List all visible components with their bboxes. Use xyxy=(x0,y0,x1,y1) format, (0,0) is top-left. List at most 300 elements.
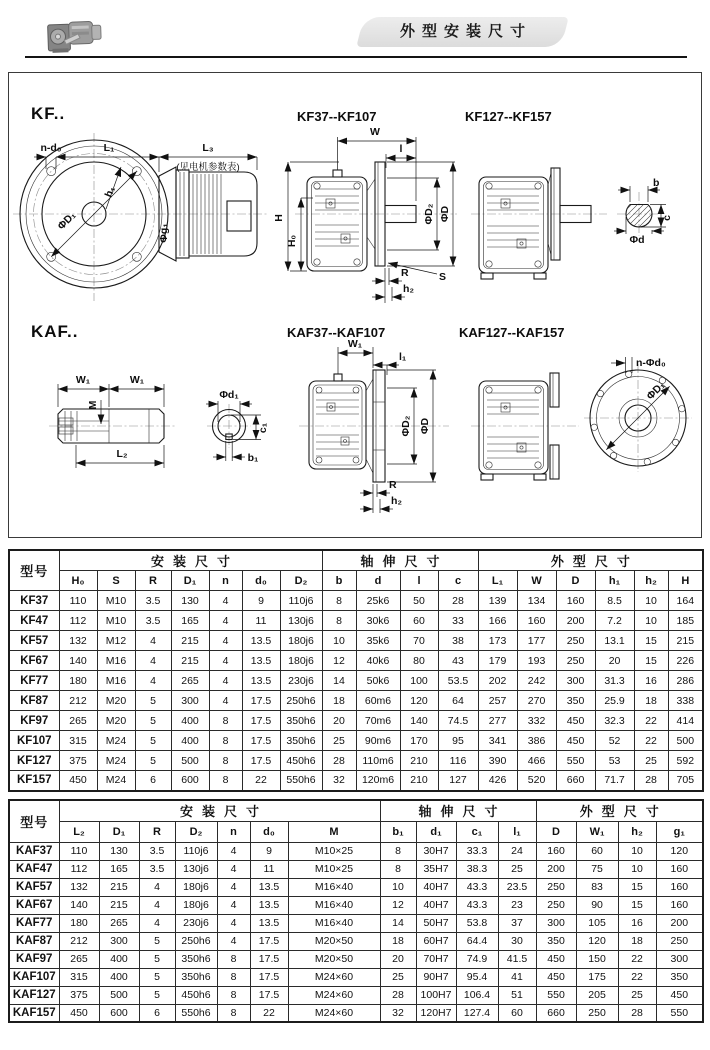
column-header: d₀ xyxy=(250,821,288,842)
column-header: R xyxy=(135,571,171,591)
kaf-table-header xyxy=(9,800,703,842)
value-cell: 25.9 xyxy=(595,691,634,711)
value-cell: 17.5 xyxy=(242,711,280,731)
value-cell: M24×60 xyxy=(288,986,380,1004)
value-cell: 25 xyxy=(380,968,416,986)
value-cell: 450 xyxy=(536,950,576,968)
value-cell: 450h6 xyxy=(175,986,217,1004)
value-cell: 5 xyxy=(139,932,175,950)
value-cell: 20 xyxy=(595,651,634,671)
column-header: L₂ xyxy=(59,821,99,842)
value-cell: 300 xyxy=(171,691,209,711)
value-cell: 106.4 xyxy=(456,986,498,1004)
value-cell: 18 xyxy=(322,691,356,711)
value-cell: 426 xyxy=(478,771,517,791)
value-cell: 200 xyxy=(656,914,703,932)
value-cell: 17.5 xyxy=(242,751,280,771)
value-cell: 226 xyxy=(668,651,703,671)
kf-dim-h1: h₁ xyxy=(102,184,118,200)
value-cell: M16×40 xyxy=(288,896,380,914)
gearmotor-photo xyxy=(44,14,108,58)
column-header: n xyxy=(217,821,250,842)
value-cell: 215 xyxy=(99,878,139,896)
value-cell: 277 xyxy=(478,711,517,731)
kf-dim-phid: Φd xyxy=(629,234,645,246)
value-cell: 5 xyxy=(139,950,175,968)
value-cell: 180j6 xyxy=(280,631,322,651)
value-cell: 10 xyxy=(634,591,668,611)
value-cell: M16 xyxy=(97,651,135,671)
model-cell: KF47 xyxy=(9,611,59,631)
kf-dim-W: W xyxy=(370,126,380,138)
value-cell: 105 xyxy=(576,914,618,932)
value-cell: 200 xyxy=(556,611,595,631)
kf-dim-b: b xyxy=(653,177,660,189)
gearmotor-photo-art xyxy=(44,14,108,58)
model-cell: KF127 xyxy=(9,751,59,771)
kf-dim-phiD1: ΦD₁ xyxy=(55,209,79,233)
value-cell: 24 xyxy=(498,842,536,860)
value-cell: 38 xyxy=(438,631,478,651)
model-cell: KAF157 xyxy=(9,1004,59,1022)
value-cell: 43.3 xyxy=(456,896,498,914)
table-row xyxy=(9,591,703,611)
value-cell: 140 xyxy=(59,896,99,914)
value-cell: 250 xyxy=(536,896,576,914)
column-header: h₂ xyxy=(618,821,656,842)
value-cell: 120 xyxy=(400,691,438,711)
value-cell: 600 xyxy=(99,1004,139,1022)
kaf-dim-phiD2: ΦD₂ xyxy=(400,415,412,437)
model-cell: KAF47 xyxy=(9,860,59,878)
value-cell: 180j6 xyxy=(175,878,217,896)
model-cell: KAF67 xyxy=(9,896,59,914)
value-cell: 6 xyxy=(139,1004,175,1022)
value-cell: 130j6 xyxy=(175,860,217,878)
value-cell: 8 xyxy=(380,842,416,860)
value-cell: 179 xyxy=(478,651,517,671)
column-header: R xyxy=(139,821,175,842)
value-cell: 350 xyxy=(656,968,703,986)
model-cell: KAF77 xyxy=(9,914,59,932)
kf-small-range-label: KF37--KF107 xyxy=(297,109,377,124)
value-cell: 18 xyxy=(380,932,416,950)
value-cell: 166 xyxy=(478,611,517,631)
value-cell: 32.3 xyxy=(595,711,634,731)
value-cell: 25 xyxy=(322,731,356,751)
column-header: D₂ xyxy=(175,821,217,842)
value-cell: 286 xyxy=(668,671,703,691)
value-cell: 4 xyxy=(217,932,250,950)
value-cell: 4 xyxy=(209,671,242,691)
value-cell: M12 xyxy=(97,631,135,651)
value-cell: 8 xyxy=(209,771,242,791)
value-cell: 350h6 xyxy=(175,950,217,968)
column-header: W₁ xyxy=(576,821,618,842)
value-cell: 25k6 xyxy=(356,591,400,611)
value-cell: 43.3 xyxy=(456,878,498,896)
value-cell: 13.5 xyxy=(242,671,280,691)
column-header: d₁ xyxy=(416,821,456,842)
value-cell: 41 xyxy=(498,968,536,986)
value-cell: 300 xyxy=(656,950,703,968)
table-row xyxy=(9,771,703,791)
value-cell: 160 xyxy=(556,591,595,611)
value-cell: 500 xyxy=(99,986,139,1004)
value-cell: 9 xyxy=(250,842,288,860)
table-row xyxy=(9,896,703,914)
kaf-dim-phid1: Φd₁ xyxy=(219,389,239,401)
value-cell: 180 xyxy=(59,671,97,691)
model-cell: KF87 xyxy=(9,691,59,711)
value-cell: 300 xyxy=(536,914,576,932)
kf-large-side-view xyxy=(471,168,607,279)
value-cell: 212 xyxy=(59,932,99,950)
value-cell: 25 xyxy=(618,986,656,1004)
value-cell: 10 xyxy=(618,860,656,878)
value-cell: 50 xyxy=(400,591,438,611)
value-cell: 35k6 xyxy=(356,631,400,651)
table-row xyxy=(9,611,703,631)
value-cell: 265 xyxy=(171,671,209,691)
value-cell: 13.5 xyxy=(242,631,280,651)
value-cell: 30 xyxy=(498,932,536,950)
value-cell: 705 xyxy=(668,771,703,791)
value-cell: 450 xyxy=(556,731,595,751)
value-cell: 180j6 xyxy=(175,896,217,914)
column-header: S xyxy=(97,571,135,591)
value-cell: 180 xyxy=(59,914,99,932)
value-cell: 25 xyxy=(498,860,536,878)
value-cell: 4 xyxy=(217,878,250,896)
value-cell: 12 xyxy=(322,651,356,671)
value-cell: 350 xyxy=(536,932,576,950)
value-cell: 8 xyxy=(322,611,356,631)
value-cell: 400 xyxy=(171,711,209,731)
value-cell: 13.1 xyxy=(595,631,634,651)
value-cell: 35H7 xyxy=(416,860,456,878)
kf-dim-phiD: ΦD xyxy=(439,205,451,223)
model-column-header: 型号 xyxy=(9,550,59,591)
value-cell: 4 xyxy=(139,878,175,896)
kaf-dim-phiD: ΦD xyxy=(419,417,431,435)
value-cell: M20×50 xyxy=(288,932,380,950)
value-cell: 100H7 xyxy=(416,986,456,1004)
value-cell: 215 xyxy=(668,631,703,651)
column-header: H₀ xyxy=(59,571,97,591)
value-cell: 90H7 xyxy=(416,968,456,986)
value-cell: 10 xyxy=(634,611,668,631)
value-cell: 8 xyxy=(217,968,250,986)
value-cell: 5 xyxy=(135,731,171,751)
value-cell: 14 xyxy=(322,671,356,691)
kaf-small-side-view xyxy=(299,338,449,513)
kaf-dim-M: M xyxy=(87,400,99,410)
value-cell: 550 xyxy=(536,986,576,1004)
value-cell: 8 xyxy=(217,986,250,1004)
column-header: d xyxy=(356,571,400,591)
value-cell: 110m6 xyxy=(356,751,400,771)
value-cell: 215 xyxy=(171,631,209,651)
value-cell: 134 xyxy=(517,591,556,611)
table-row xyxy=(9,751,703,771)
value-cell: 130 xyxy=(99,842,139,860)
group-header: 轴伸尺寸 xyxy=(380,800,536,821)
kf-dim-h2: h₂ xyxy=(403,283,415,295)
value-cell: 165 xyxy=(171,611,209,631)
value-cell: 4 xyxy=(139,896,175,914)
value-cell: 15 xyxy=(618,896,656,914)
column-header: W xyxy=(517,571,556,591)
kaf-dim-W1: W₁ xyxy=(347,338,363,350)
value-cell: 265 xyxy=(99,914,139,932)
model-cell: KAF97 xyxy=(9,950,59,968)
table-row xyxy=(9,731,703,751)
value-cell: 450 xyxy=(556,711,595,731)
value-cell: 500 xyxy=(171,751,209,771)
value-cell: 315 xyxy=(59,731,97,751)
value-cell: 315 xyxy=(59,968,99,986)
value-cell: 9 xyxy=(242,591,280,611)
value-cell: 5 xyxy=(135,711,171,731)
value-cell: 173 xyxy=(478,631,517,651)
column-header: g₁ xyxy=(656,821,703,842)
value-cell: 25 xyxy=(634,751,668,771)
model-cell: KF37 xyxy=(9,591,59,611)
column-header: D xyxy=(536,821,576,842)
value-cell: 132 xyxy=(59,631,97,651)
kf-table-header xyxy=(9,550,703,591)
value-cell: 180j6 xyxy=(280,651,322,671)
value-cell: 4 xyxy=(139,914,175,932)
value-cell: M24 xyxy=(97,731,135,751)
kaf-small-range-label: KAF37--KAF107 xyxy=(287,325,386,340)
value-cell: 75 xyxy=(576,860,618,878)
value-cell: 14 xyxy=(380,914,416,932)
value-cell: 71.7 xyxy=(595,771,634,791)
value-cell: 17.5 xyxy=(250,950,288,968)
model-column-header: 型号 xyxy=(9,800,59,842)
page-title-badge xyxy=(356,17,568,47)
value-cell: 550h6 xyxy=(280,771,322,791)
value-cell: 51 xyxy=(498,986,536,1004)
column-header: D xyxy=(556,571,595,591)
column-header: L₁ xyxy=(478,571,517,591)
value-cell: 450 xyxy=(59,1004,99,1022)
kf-dim-H: H xyxy=(273,214,285,222)
value-cell: 11 xyxy=(250,860,288,878)
value-cell: 40H7 xyxy=(416,896,456,914)
value-cell: M24×60 xyxy=(288,968,380,986)
kaf-bore-section xyxy=(206,389,269,464)
value-cell: 74.5 xyxy=(438,711,478,731)
model-cell: KF57 xyxy=(9,631,59,651)
kaf-dim-W1a: W₁ xyxy=(75,374,91,386)
value-cell: 60 xyxy=(400,611,438,631)
table-row xyxy=(9,968,703,986)
value-cell: 4 xyxy=(209,691,242,711)
value-cell: 120m6 xyxy=(356,771,400,791)
value-cell: 400 xyxy=(99,950,139,968)
value-cell: 215 xyxy=(99,896,139,914)
value-cell: 80 xyxy=(400,651,438,671)
value-cell: 12 xyxy=(380,896,416,914)
table-row xyxy=(9,950,703,968)
value-cell: 660 xyxy=(556,771,595,791)
kf-dim-phiD2: ΦD₂ xyxy=(423,203,435,225)
value-cell: 400 xyxy=(99,968,139,986)
value-cell: 139 xyxy=(478,591,517,611)
table-row xyxy=(9,651,703,671)
value-cell: 60 xyxy=(576,842,618,860)
value-cell: 38.3 xyxy=(456,860,498,878)
value-cell: 33.3 xyxy=(456,842,498,860)
value-cell: 660 xyxy=(536,1004,576,1022)
value-cell: 20 xyxy=(380,950,416,968)
kf-dim-R: R xyxy=(401,267,409,279)
value-cell: 8 xyxy=(217,950,250,968)
value-cell: 350h6 xyxy=(280,731,322,751)
kf-dim-L3: L₃ xyxy=(202,142,214,154)
kaf-series-label: KAF.. xyxy=(31,322,79,341)
column-header: h₁ xyxy=(595,571,634,591)
value-cell: 230j6 xyxy=(175,914,217,932)
table-row xyxy=(9,1004,703,1022)
table-row xyxy=(9,842,703,860)
kaf-hollow-shaft-view xyxy=(49,374,177,468)
value-cell: 3.5 xyxy=(135,591,171,611)
kaf-flange-view xyxy=(584,357,692,472)
value-cell: 250 xyxy=(556,651,595,671)
column-header: b xyxy=(322,571,356,591)
value-cell: 60m6 xyxy=(356,691,400,711)
value-cell: 74.9 xyxy=(456,950,498,968)
model-cell: KAF37 xyxy=(9,842,59,860)
value-cell: 8 xyxy=(380,860,416,878)
value-cell: 140 xyxy=(400,711,438,731)
value-cell: 110j6 xyxy=(175,842,217,860)
value-cell: 18 xyxy=(618,932,656,950)
model-cell: KF107 xyxy=(9,731,59,751)
kaf-dim-b1: b₁ xyxy=(247,452,259,464)
value-cell: 64.4 xyxy=(456,932,498,950)
value-cell: 5 xyxy=(135,691,171,711)
value-cell: 22 xyxy=(634,711,668,731)
model-cell: KAF87 xyxy=(9,932,59,950)
column-header: D₁ xyxy=(171,571,209,591)
value-cell: 450 xyxy=(656,986,703,1004)
value-cell: 375 xyxy=(59,986,99,1004)
value-cell: 550 xyxy=(656,1004,703,1022)
value-cell: 450 xyxy=(59,771,97,791)
value-cell: 15 xyxy=(634,631,668,651)
value-cell: 28 xyxy=(634,771,668,791)
value-cell: 95.4 xyxy=(456,968,498,986)
kf-series-label: KF.. xyxy=(31,104,66,123)
kf-shaft-section xyxy=(595,177,673,246)
value-cell: 332 xyxy=(517,711,556,731)
value-cell: 400 xyxy=(171,731,209,751)
value-cell: 250 xyxy=(536,878,576,896)
value-cell: 414 xyxy=(668,711,703,731)
value-cell: 164 xyxy=(668,591,703,611)
value-cell: 4 xyxy=(135,671,171,691)
technical-drawings-svg xyxy=(9,73,701,537)
value-cell: M10×25 xyxy=(288,860,380,878)
value-cell: 5 xyxy=(139,986,175,1004)
value-cell: 13.5 xyxy=(250,878,288,896)
column-header: M xyxy=(288,821,380,842)
value-cell: 4 xyxy=(217,860,250,878)
model-cell: KF97 xyxy=(9,711,59,731)
model-cell: KF157 xyxy=(9,771,59,791)
value-cell: 16 xyxy=(634,671,668,691)
value-cell: 175 xyxy=(576,968,618,986)
value-cell: M10 xyxy=(97,591,135,611)
value-cell: 20 xyxy=(322,711,356,731)
value-cell: 160 xyxy=(517,611,556,631)
value-cell: 127.4 xyxy=(456,1004,498,1022)
value-cell: 130 xyxy=(171,591,209,611)
kf-front-motor-view xyxy=(13,133,267,301)
value-cell: 450 xyxy=(536,968,576,986)
value-cell: 3.5 xyxy=(135,611,171,631)
model-cell: KF77 xyxy=(9,671,59,691)
value-cell: 350h6 xyxy=(280,711,322,731)
value-cell: 160 xyxy=(656,878,703,896)
value-cell: 30k6 xyxy=(356,611,400,631)
value-cell: 17.5 xyxy=(250,968,288,986)
kaf-dim-n-phid0: n-Φd₀ xyxy=(636,357,666,369)
column-header: D₁ xyxy=(99,821,139,842)
kf-dim-l: l xyxy=(399,143,403,155)
value-cell: 592 xyxy=(668,751,703,771)
value-cell: 10 xyxy=(322,631,356,651)
column-header: d₀ xyxy=(242,571,280,591)
value-cell: 17.5 xyxy=(242,691,280,711)
kf-dimension-table xyxy=(8,549,704,792)
value-cell: 132 xyxy=(59,878,99,896)
value-cell: 200 xyxy=(536,860,576,878)
value-cell: 11 xyxy=(242,611,280,631)
table-row xyxy=(9,986,703,1004)
value-cell: 550h6 xyxy=(175,1004,217,1022)
value-cell: 110 xyxy=(59,842,99,860)
value-cell: 30H7 xyxy=(416,842,456,860)
value-cell: 127 xyxy=(438,771,478,791)
kaf-large-range-label: KAF127--KAF157 xyxy=(459,325,565,340)
value-cell: 4 xyxy=(217,914,250,932)
column-header: c₁ xyxy=(456,821,498,842)
column-header: D₂ xyxy=(280,571,322,591)
kaf-table-body xyxy=(9,842,703,1022)
value-cell: 70H7 xyxy=(416,950,456,968)
value-cell: M10×25 xyxy=(288,842,380,860)
column-header: l₁ xyxy=(498,821,536,842)
kaf-dim-c1: c₁ xyxy=(257,422,269,434)
value-cell: 32 xyxy=(322,771,356,791)
value-cell: 257 xyxy=(478,691,517,711)
value-cell: 140 xyxy=(59,651,97,671)
value-cell: M16×40 xyxy=(288,878,380,896)
table-row xyxy=(9,671,703,691)
value-cell: 250h6 xyxy=(280,691,322,711)
value-cell: 160 xyxy=(656,896,703,914)
value-cell: 32 xyxy=(380,1004,416,1022)
value-cell: 341 xyxy=(478,731,517,751)
value-cell: 120H7 xyxy=(416,1004,456,1022)
value-cell: 4 xyxy=(209,651,242,671)
